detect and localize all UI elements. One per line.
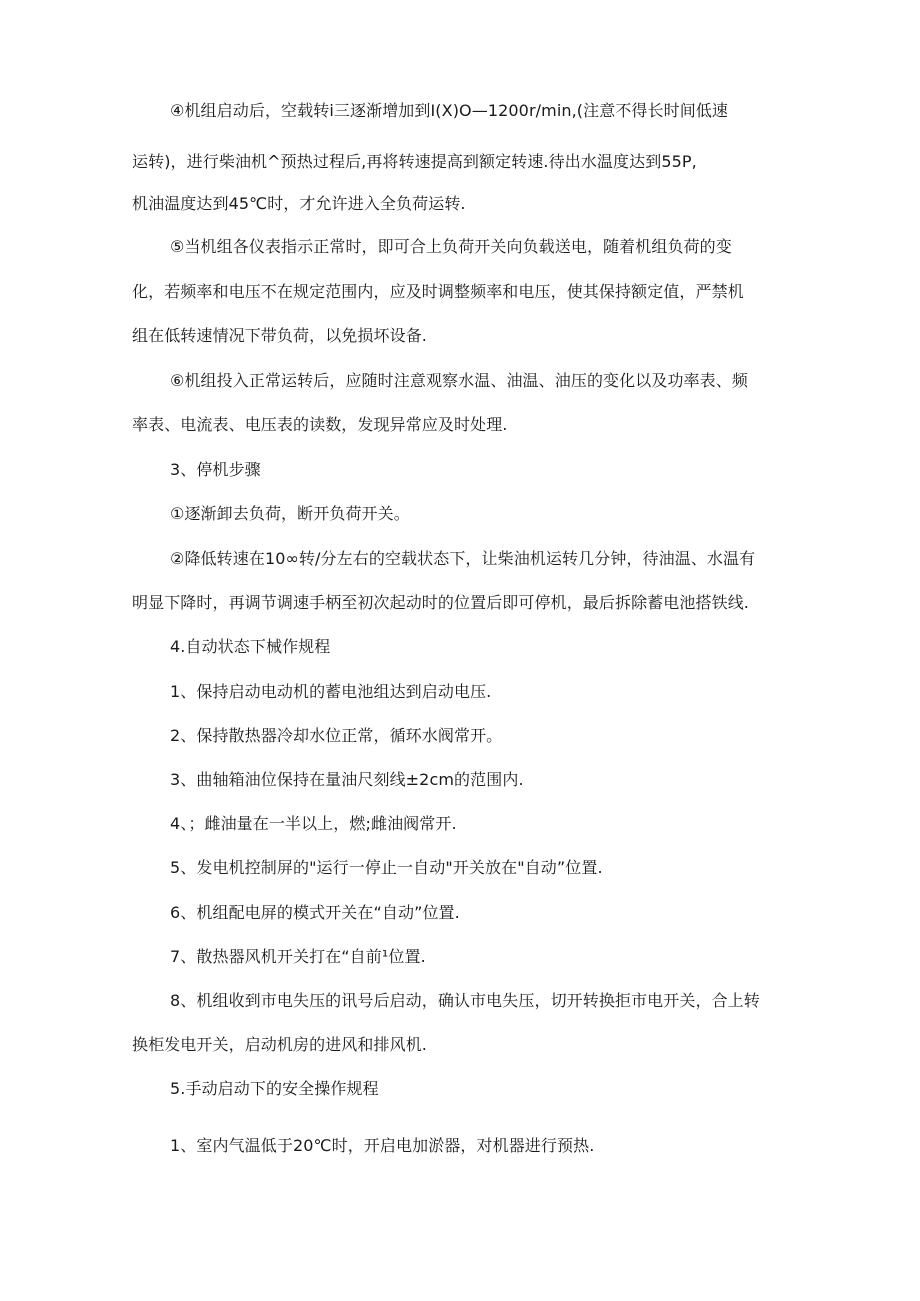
text-line: 运转)，进行柴油机^预热过程后,再将转速提高到额定转速.待出水温度达到55P, — [132, 152, 697, 171]
text-line: ②降低转速在10∞转/分左右的空载状态下，让柴油机运转几分钟，待油温、水温有 — [170, 549, 756, 568]
list-item: 3、曲轴箱油位保持在量油尺刻线±2cm的范围内. — [170, 770, 524, 789]
list-item: 2、保持散热器冷却水位正常，循环水阀常开。 — [170, 726, 503, 745]
text-line: 化，若频率和电压不在规定范围内，应及时调整频率和电压，使其保持额定值，严禁机 — [132, 282, 744, 301]
text-line: 机油温度达到45℃时，才允许进入全负荷运转. — [132, 194, 466, 213]
list-item: 8、机组收到市电失压的讯号后启动，确认市电失压，切开转换拒市电开关，合上转 — [170, 991, 760, 1010]
text-line: ④机组启动后，空载转i三逐渐增加到I(X)O—1200r∕min,(注意不得长时间低速 — [170, 101, 729, 120]
text-line: 组在低转速情况下带负荷，以免损坏设备. — [132, 326, 427, 345]
section-heading: 4.自动状态下械作规程 — [170, 637, 331, 656]
text-line: ①逐渐卸去负荷，断开负荷开关。 — [170, 504, 410, 523]
text-line: 明显下降时，再调节调速手柄至初次起动时的位置后即可停机，最后拆除蓄电池搭铁线. — [132, 593, 749, 612]
list-item: 6、机组配电屏的模式开关在“自动”位置. — [170, 903, 460, 922]
text-line: ⑤当机组各仪表指示正常时，即可合上负荷开关向负载送电，随着机组负荷的变 — [170, 237, 732, 256]
text-line: 率表、电流表、电压表的读数，发现异常应及时处理. — [132, 415, 508, 434]
list-item: 1、室内气温低于20℃时，开启电加淤器，对机器进行预热. — [170, 1136, 595, 1155]
list-item: 7、散热器风机开关打在“自前¹位置. — [170, 947, 426, 966]
section-heading: 5.手动启动下的安全操作规程 — [170, 1079, 379, 1098]
text-line: ⑥机组投入正常运转后，应随时注意观察水温、油温、油压的变化以及功率表、频 — [170, 371, 748, 390]
list-item: 5、发电机控制屏的"运行一停止一自动"开关放在"自动”位置. — [170, 858, 603, 877]
section-heading: 3、停机步骤 — [170, 460, 261, 479]
list-item: 1、保持启动电动机的蓄电池组达到启动电压. — [170, 682, 492, 701]
text-line: 换柜发电开关，启动机房的进风和排风机. — [132, 1035, 427, 1054]
list-item: 4、；雌油量在一半以上，燃;雌油阀常开. — [170, 814, 457, 833]
